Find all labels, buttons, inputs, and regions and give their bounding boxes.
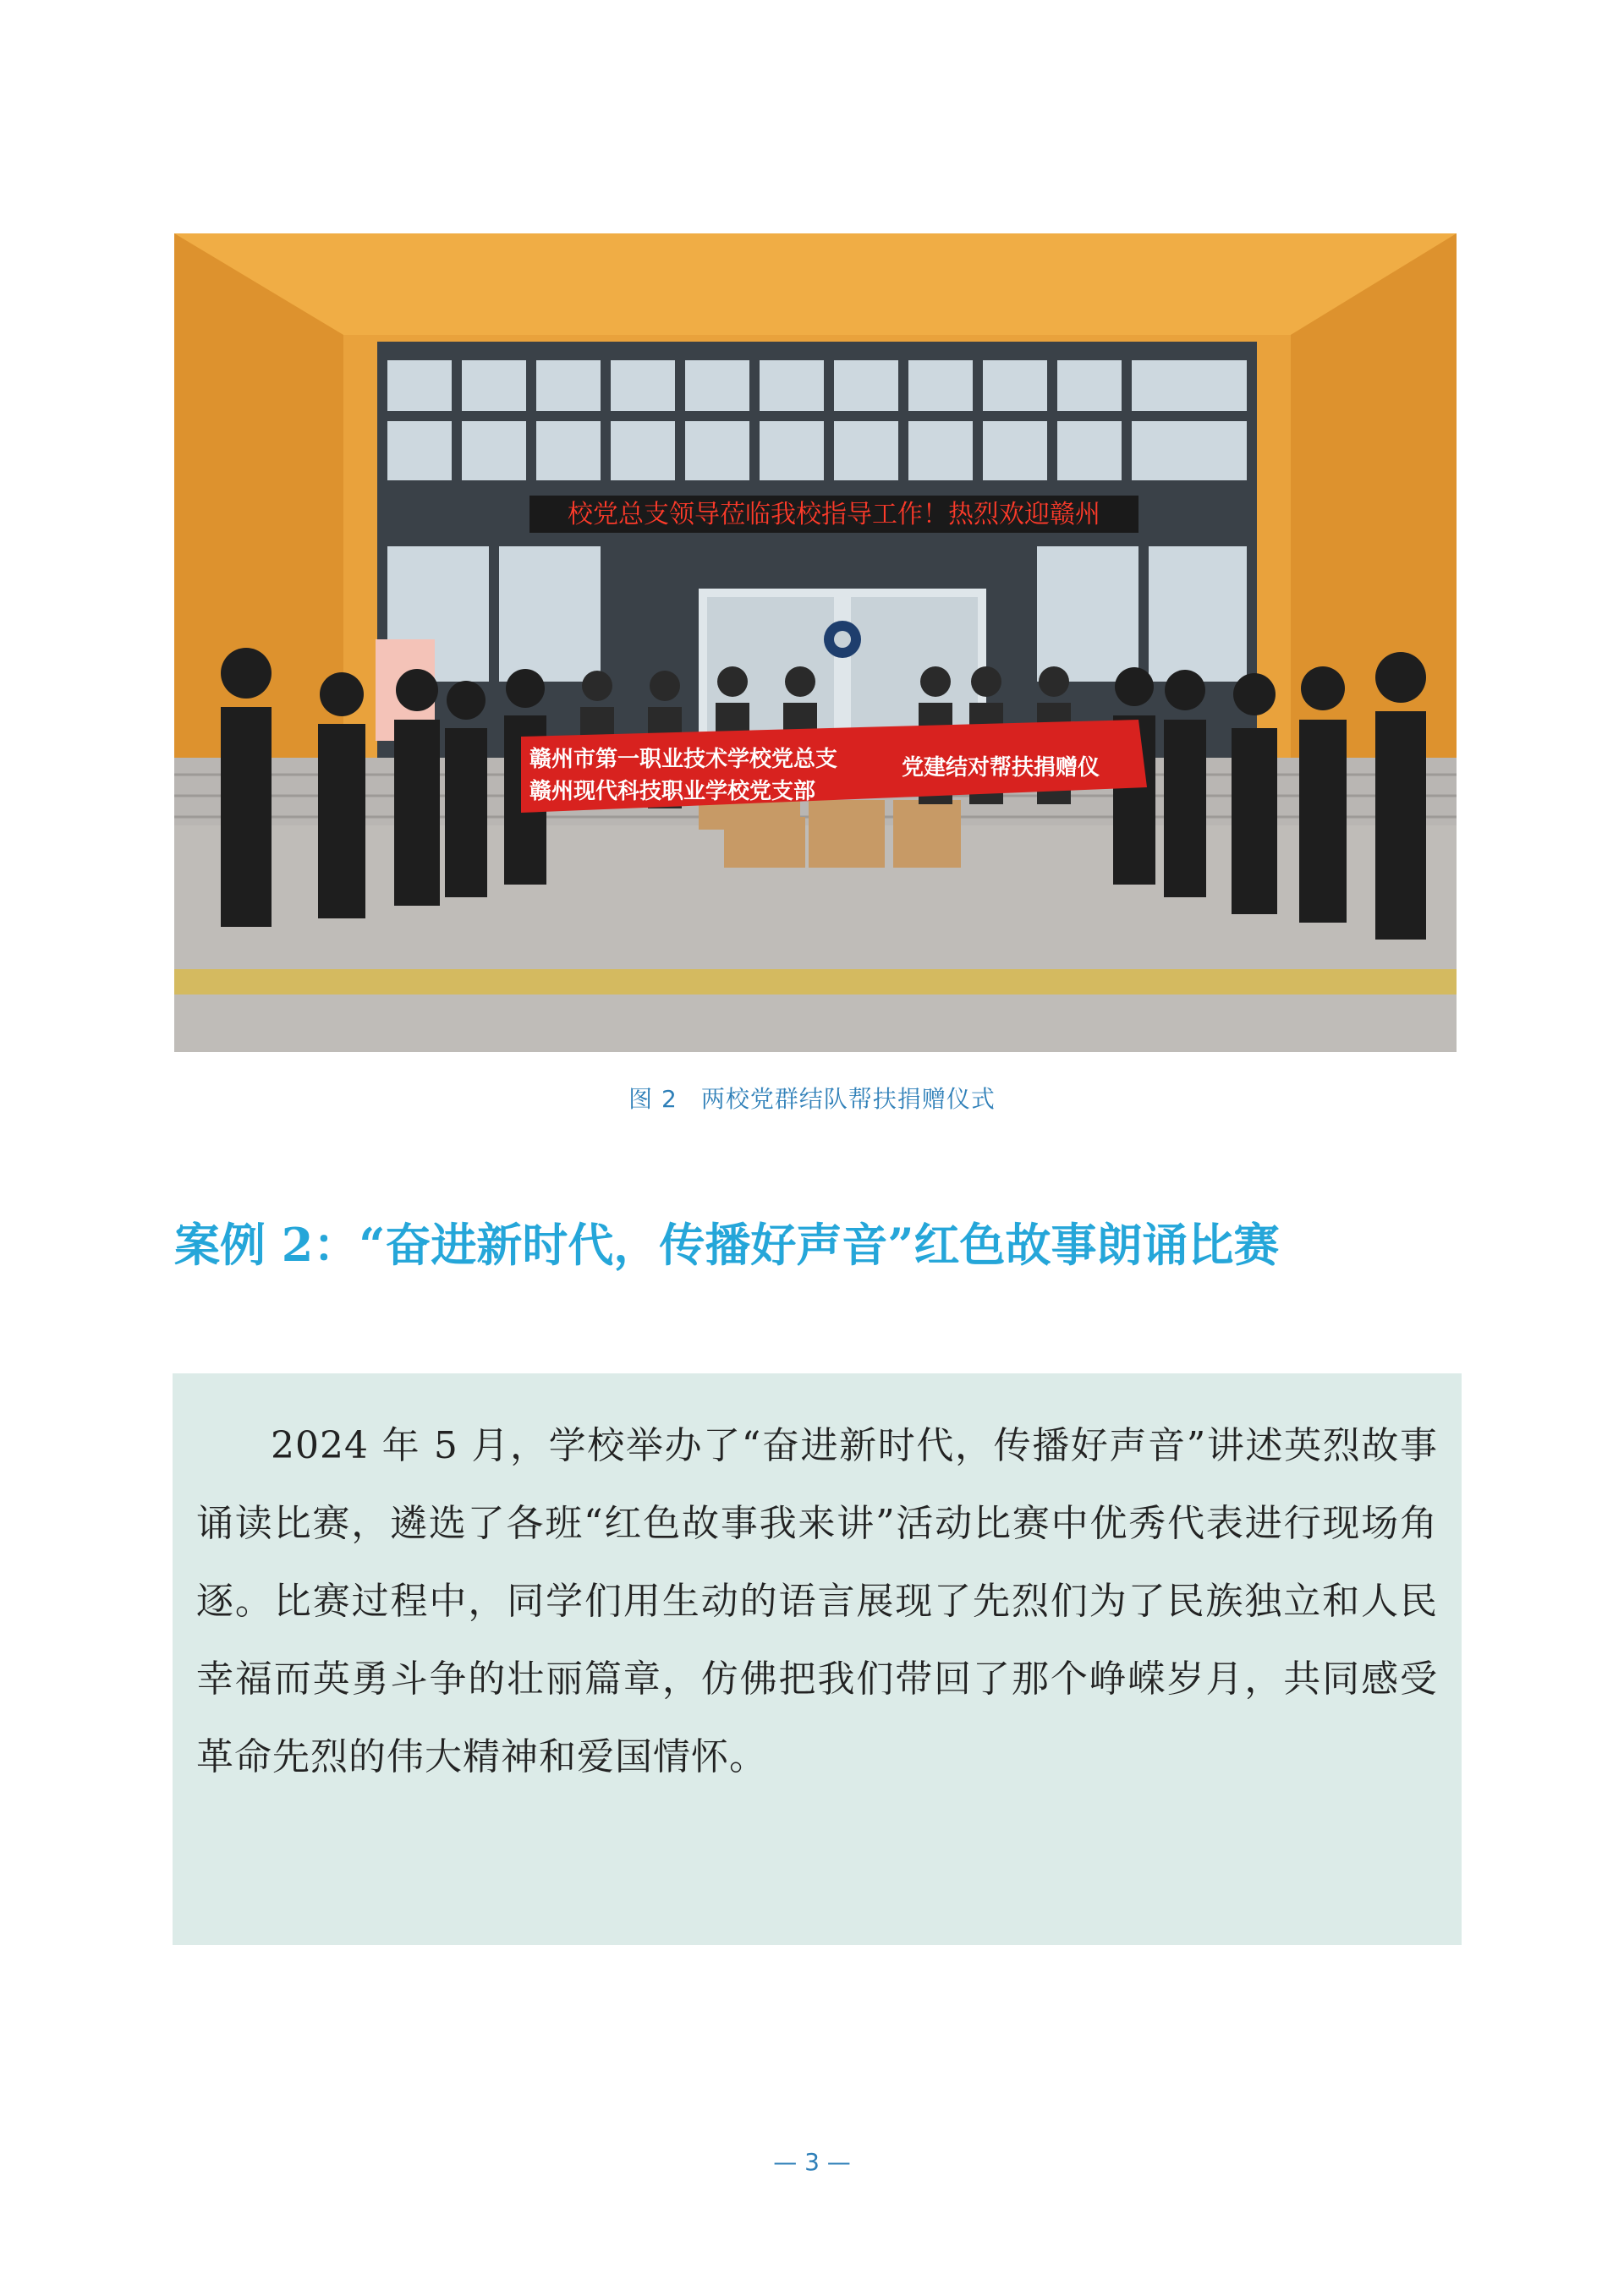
red-banner-line2: 赣州现代科技职业学校党支部 <box>529 779 816 804</box>
case-heading: 案例 2：“奋进新时代，传播好声音”红色故事朗诵比赛 <box>174 1218 1280 1272</box>
led-banner-text: 校党总支领导莅临我校指导工作！热烈欢迎赣州 <box>568 500 1100 529</box>
figure-number: 图 2 <box>628 1085 678 1113</box>
figure-title: 两校党群结队帮扶捐赠仪式 <box>700 1085 996 1113</box>
figure-caption <box>0 1081 1624 1115</box>
ceremony-photo-illustration <box>174 233 1457 1052</box>
page-number: — 3 — <box>773 2148 851 2176</box>
ceremony-photo <box>174 233 1457 1052</box>
body-text-box <box>173 1373 1462 1945</box>
red-banner-suffix: 党建结对帮扶捐赠仪 <box>902 755 1100 781</box>
red-banner-line1: 赣州市第一职业技术学校党总支 <box>529 747 838 772</box>
body-paragraph: 2024 年 5 月，学校举办了“奋进新时代，传播好声音”讲述英烈故事诵读比赛，遴选了各班“红色故事我来讲”活动比赛中优秀代表进行现场角逐。比赛过程中，同学们用生动的语言展现了先烈们为了民族独立和人民幸福而英勇斗争的壮丽篇章，仿佛把我们带回了那个峥嵘岁月，共同感受革命先烈的伟大精神和爱国情怀。 <box>196 1424 1438 1778</box>
